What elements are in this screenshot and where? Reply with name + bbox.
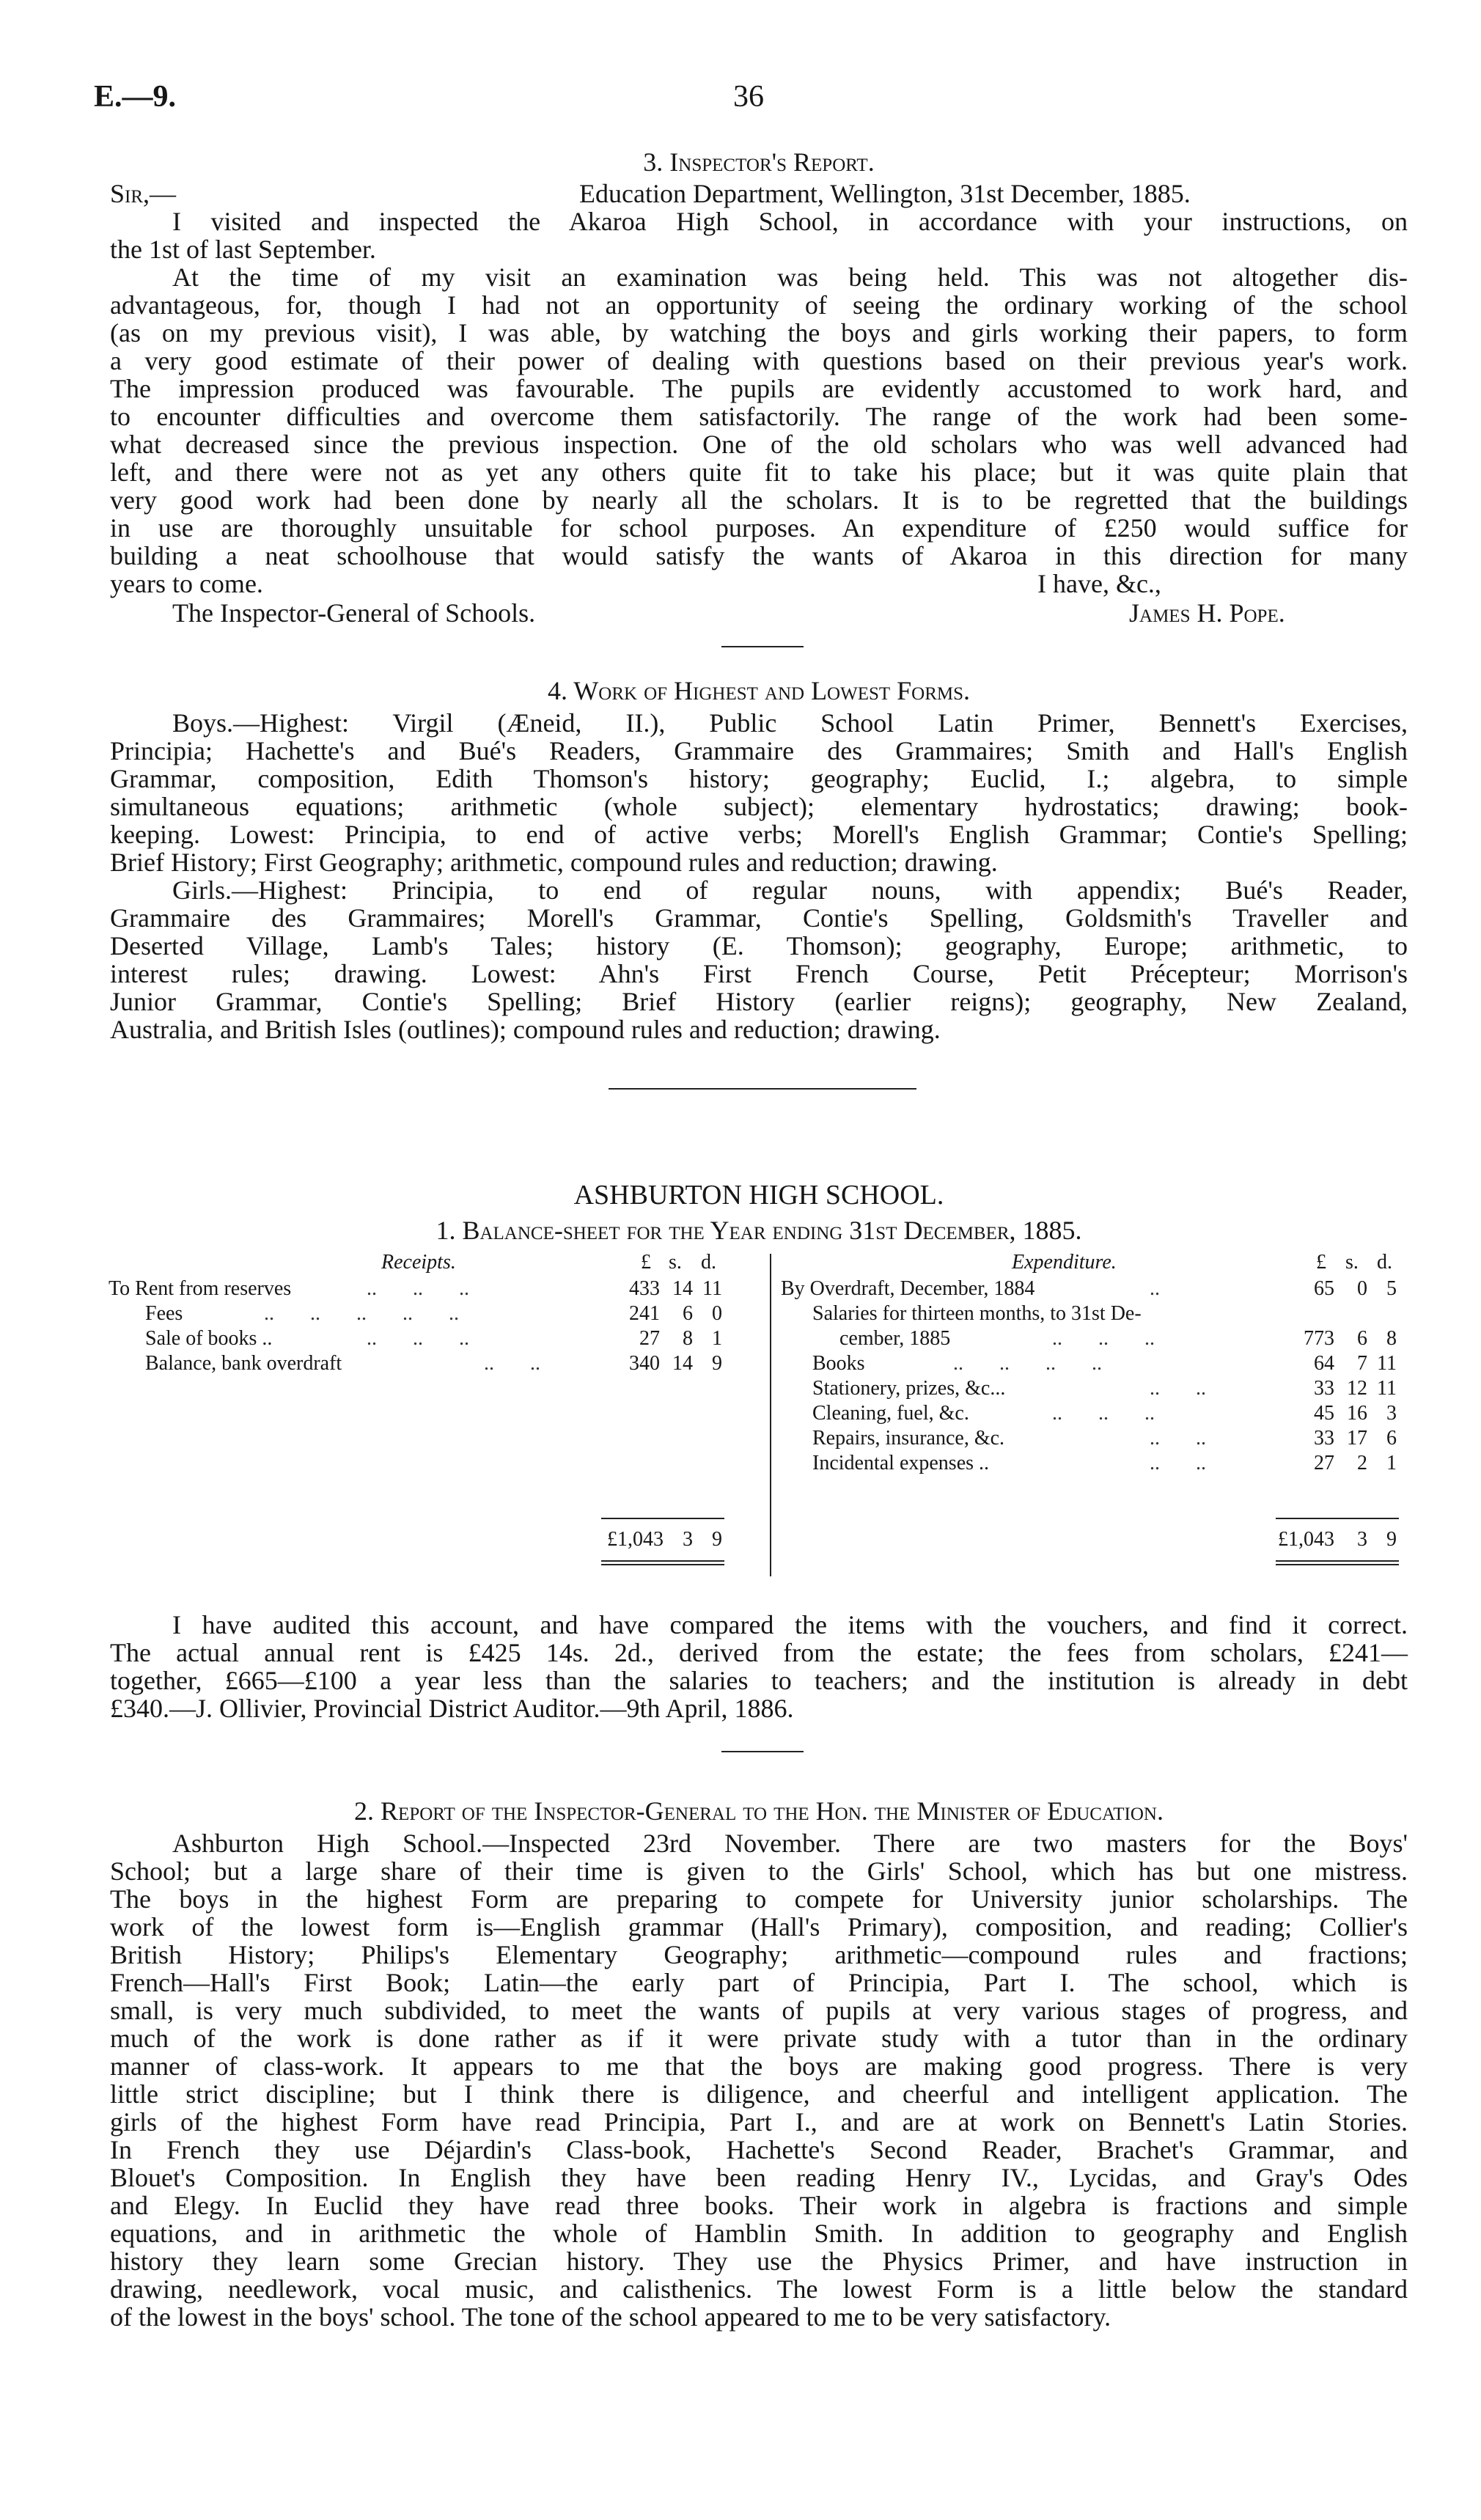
leader-dots: .. .. ..: [367, 1327, 469, 1350]
expenditure-shillings: 0: [1357, 1277, 1367, 1300]
report-line: advantageous, for, though I had not an opportunity of seeing the ordinary working of the school: [110, 290, 1408, 320]
receipts-label: Receipts.: [381, 1251, 456, 1274]
currency-shilling: s.: [669, 1251, 682, 1274]
receipt-shillings: 14: [672, 1352, 693, 1375]
audit-line: together, £665—£100 a year less than the salaries to teachers; and the institution is already in debt: [110, 1666, 1408, 1695]
receipt-pounds: 241: [629, 1302, 660, 1325]
total-double-rule: [1276, 1564, 1399, 1565]
signature: James H. Pope.: [1129, 598, 1285, 628]
expenditure-label: Repairs, insurance, &c.: [812, 1427, 1005, 1450]
report-line: in use are thoroughly unsuitable for school purposes. An expenditure of £250 would suffice for: [110, 513, 1408, 543]
receipts-total-shillings: 3: [683, 1528, 693, 1551]
expenditure-pence: 1: [1386, 1452, 1397, 1474]
expenditure-pence: 11: [1377, 1352, 1397, 1375]
forms-line: Australia, and British Isles (outlines); compound rules and reduction; drawing.: [110, 1015, 941, 1044]
expenditure-label: Incidental expenses ..: [812, 1452, 990, 1474]
forms-heading: 4. Work of Highest and Lowest Forms.: [547, 676, 971, 705]
forms-line: Grammar, composition, Edith Thomson's history; geography; Euclid, I.; algebra, to simple: [110, 764, 1408, 793]
forms-line: interest rules; drawing. Lowest: Ahn's First French Course, Petit Précepteur; Morrison's: [110, 959, 1408, 988]
report-line: I visited and inspected the Akaroa High School, in accordance with your instructions, on: [172, 207, 1408, 236]
expenditure-label: Salaries for thirteen months, to 31st De-: [812, 1302, 1142, 1325]
expenditure-label: Books: [812, 1352, 865, 1375]
expenditure-pence: 11: [1377, 1377, 1397, 1400]
receipt-pence: 9: [712, 1352, 722, 1375]
ig-line: much of the work is done rather as if it were private study with a tutor than in the ordinary: [110, 2024, 1408, 2053]
expenditure-shillings: 2: [1357, 1452, 1367, 1474]
ig-line: history they learn some Grecian history. They use the Physics Primer, and have instruction in: [110, 2247, 1408, 2276]
receipt-pence: 1: [712, 1327, 722, 1350]
currency-pence: d.: [701, 1251, 716, 1274]
expenditure-shillings: 16: [1347, 1402, 1367, 1425]
audit-line: I have audited this account, and have compared the items with the vouchers, and find it correct.: [172, 1610, 1408, 1639]
receipt-pounds: 340: [629, 1352, 660, 1375]
page-number: 36: [733, 80, 764, 114]
ig-line: little strict discipline; but I think there is diligence, and cheerful and intelligent application. The: [110, 2079, 1408, 2109]
expenditure-shillings: 12: [1347, 1377, 1367, 1400]
report-line: years to come.: [110, 569, 263, 598]
expenditure-pence: 5: [1386, 1277, 1397, 1300]
expenditure-shillings: 7: [1357, 1352, 1367, 1375]
report-line: At the time of my visit an examination was being held. This was not altogether dis-: [172, 262, 1408, 292]
report-line: the 1st of last September.: [110, 235, 376, 264]
expenditure-pounds: 65: [1314, 1277, 1334, 1300]
ig-line: Blouet's Composition. In English they have been reading Henry IV., Lycidas, and Gray's Odes: [110, 2163, 1408, 2192]
balance-heading: 1. Balance-sheet for the Year ending 31st December, 1885.: [436, 1216, 1082, 1245]
currency-pound: £: [641, 1251, 651, 1274]
total-rule: [601, 1518, 724, 1519]
expenditure-shillings: 17: [1347, 1427, 1367, 1450]
currency-shilling: s.: [1345, 1251, 1359, 1274]
report-line: The impression produced was favourable. The pupils are evidently accustomed to work hard, and: [110, 374, 1408, 403]
series-number: E.—9.: [94, 80, 177, 114]
major-divider: [609, 1088, 916, 1090]
column-divider: [770, 1254, 771, 1576]
expenditure-shillings: 6: [1357, 1327, 1367, 1350]
forms-line: Grammaire des Grammaires; Morell's Grammar, Contie's Spelling, Goldsmith's Traveller and: [110, 903, 1408, 933]
expenditure-pounds: 773: [1304, 1327, 1334, 1350]
expenditure-total-shillings: 3: [1357, 1528, 1367, 1551]
expenditure-total-pounds: £1,043: [1278, 1528, 1334, 1551]
section-divider: [721, 646, 804, 647]
receipt-pence: 11: [702, 1277, 722, 1300]
inspector-report-heading: 3. Inspector's Report.: [643, 147, 875, 177]
receipt-label: Sale of books ..: [145, 1327, 273, 1350]
forms-line: Boys.—Highest: Virgil (Æneid, II.), Public School Latin Primer, Bennett's Exercises,: [172, 708, 1408, 738]
expenditure-pence: 6: [1386, 1427, 1397, 1450]
report-line: building a neat schoolhouse that would satisfy the wants of Akaroa in this direction for many: [110, 541, 1408, 570]
ig-line: French—Hall's First Book; Latin—the early part of Principia, Part I. The school, which is: [110, 1968, 1408, 1997]
ig-line: of the lowest in the boys' school. The tone of the school appeared to me to be very satisfactory.: [110, 2302, 1111, 2332]
expenditure-total-pence: 9: [1386, 1528, 1397, 1551]
receipt-shillings: 14: [672, 1277, 693, 1300]
report-line: (as on my previous visit), I was able, by watching the boys and girls working their papers, to form: [110, 318, 1408, 348]
receipt-label: To Rent from reserves: [109, 1277, 292, 1300]
ig-line: work of the lowest form is—English grammar (Hall's Primary), composition, and reading; Collier's: [110, 1912, 1408, 1942]
forms-line: Principia; Hachette's and Bué's Readers, Grammaire des Grammaires; Smith and Hall's English: [110, 736, 1408, 765]
expenditure-label: Expenditure.: [1012, 1251, 1117, 1274]
expenditure-label: Stationery, prizes, &c...: [812, 1377, 1006, 1400]
expenditure-pence: 8: [1386, 1327, 1397, 1350]
leader-dots: .. ..: [1150, 1452, 1206, 1474]
receipts-total-pence: 9: [712, 1528, 722, 1551]
leader-dots: .. .. .. .. ..: [264, 1302, 459, 1325]
total-double-rule: [601, 1560, 724, 1562]
receipt-pence: 0: [712, 1302, 722, 1325]
ashburton-title: ASHBURTON HIGH SCHOOL.: [573, 1180, 944, 1211]
forms-line: Junior Grammar, Contie's Spelling; Brief History (earlier reigns); geography, New Zealand,: [110, 987, 1408, 1016]
ig-line: British History; Philips's Elementary Geography; arithmetic—compound rules and fractions;: [110, 1940, 1408, 1969]
leader-dots: ..: [1150, 1277, 1160, 1300]
receipt-pounds: 27: [639, 1327, 660, 1350]
ig-line: manner of class-work. It appears to me that the boys are making good progress. There is very: [110, 2051, 1408, 2081]
report-line: left, and there were not as yet any others quite fit to take his place; but it was quite plain that: [110, 458, 1408, 487]
total-rule: [1276, 1518, 1399, 1519]
forms-line: Girls.—Highest: Principia, to end of regular nouns, with appendix; Bué's Reader,: [172, 875, 1408, 905]
leader-dots: .. .. .. ..: [953, 1352, 1102, 1375]
report-line: very good work had been done by nearly all the scholars. It is to be regretted that the buildings: [110, 485, 1408, 515]
forms-line: Deserted Village, Lamb's Tales; history (E. Thomson); geography, Europe; arithmetic, to: [110, 931, 1408, 960]
report-line: to encounter difficulties and overcome them satisfactorily. The range of the work had been some-: [110, 402, 1408, 431]
report-line: what decreased since the previous inspection. One of the old scholars who was well advanced had: [110, 430, 1408, 459]
currency-pound: £: [1316, 1251, 1326, 1274]
section-divider: [721, 1751, 804, 1752]
receipt-shillings: 8: [683, 1327, 693, 1350]
leader-dots: .. .. ..: [1052, 1402, 1155, 1425]
ig-line: School; but a large share of their time is given to the Girls' School, which has but one mistress.: [110, 1856, 1408, 1886]
expenditure-pounds: 27: [1314, 1452, 1334, 1474]
leader-dots: .. ..: [1150, 1377, 1206, 1400]
salutation: Sir,—: [110, 179, 177, 208]
receipts-total-pounds: £1,043: [607, 1528, 664, 1551]
leader-dots: .. .. ..: [367, 1277, 469, 1300]
addressee: The Inspector-General of Schools.: [172, 598, 536, 628]
leader-dots: .. .. ..: [1052, 1327, 1155, 1350]
expenditure-label: cember, 1885: [839, 1327, 951, 1350]
ig-line: drawing, needlework, vocal music, and calisthenics. The lowest Form is a little below the standard: [110, 2274, 1408, 2304]
leader-dots: .. ..: [1150, 1427, 1206, 1450]
expenditure-label: Cleaning, fuel, &c.: [812, 1402, 969, 1425]
ig-line: equations, and in arithmetic the whole of Hamblin Smith. In addition to geography and English: [110, 2219, 1408, 2248]
expenditure-pounds: 45: [1314, 1402, 1334, 1425]
receipt-label: Fees: [145, 1302, 183, 1325]
expenditure-pounds: 64: [1314, 1352, 1334, 1375]
ig-line: small, is very much subdivided, to meet the wants of pupils at very various stages of progress, and: [110, 1996, 1408, 2025]
ig-line: and Elegy. In Euclid they have read three books. Their work in algebra is fractions and simple: [110, 2191, 1408, 2220]
receipt-shillings: 6: [683, 1302, 693, 1325]
forms-line: keeping. Lowest: Principia, to end of active verbs; Morell's English Grammar; Contie's Spelling;: [110, 820, 1408, 849]
ig-line: Ashburton High School.—Inspected 23rd November. There are two masters for the Boys': [172, 1829, 1408, 1858]
leader-dots: .. ..: [484, 1352, 540, 1375]
expenditure-pounds: 33: [1314, 1427, 1334, 1450]
receipt-pounds: 433: [629, 1277, 660, 1300]
total-double-rule: [1276, 1560, 1399, 1562]
ig-line: girls of the highest Form have read Principia, Part I., and are at work on Bennett's Latin Stories.: [110, 2107, 1408, 2137]
ig-line: The boys in the highest Form are preparing to compete for University junior scholarships. The: [110, 1884, 1408, 1914]
audit-line: £340.—J. Ollivier, Provincial District Auditor.—9th April, 1886.: [110, 1694, 794, 1723]
expenditure-pounds: 33: [1314, 1377, 1334, 1400]
ig-report-heading: 2. Report of the Inspector-General to the Hon. the Minister of Education.: [354, 1796, 1164, 1826]
closing: I have, &c.,: [1037, 569, 1161, 598]
receipt-label: Balance, bank overdraft: [145, 1352, 342, 1375]
forms-line: simultaneous equations; arithmetic (whole subject); elementary hydrostatics; drawing; book-: [110, 792, 1408, 821]
expenditure-pence: 3: [1386, 1402, 1397, 1425]
forms-line: Brief History; First Geography; arithmetic, compound rules and reduction; drawing.: [110, 848, 998, 877]
currency-pence: d.: [1377, 1251, 1392, 1274]
dateline: Education Department, Wellington, 31st December, 1885.: [579, 179, 1191, 208]
expenditure-label: By Overdraft, December, 1884: [781, 1277, 1035, 1300]
total-double-rule: [601, 1564, 724, 1565]
audit-line: The actual annual rent is £425 14s. 2d., derived from the estate; the fees from scholars, £241—: [110, 1638, 1408, 1667]
ig-line: In French they use Déjardin's Class-book, Hachette's Second Reader, Brachet's Grammar, and: [110, 2135, 1408, 2164]
report-line: a very good estimate of their power of dealing with questions based on their previous year's work.: [110, 346, 1408, 375]
